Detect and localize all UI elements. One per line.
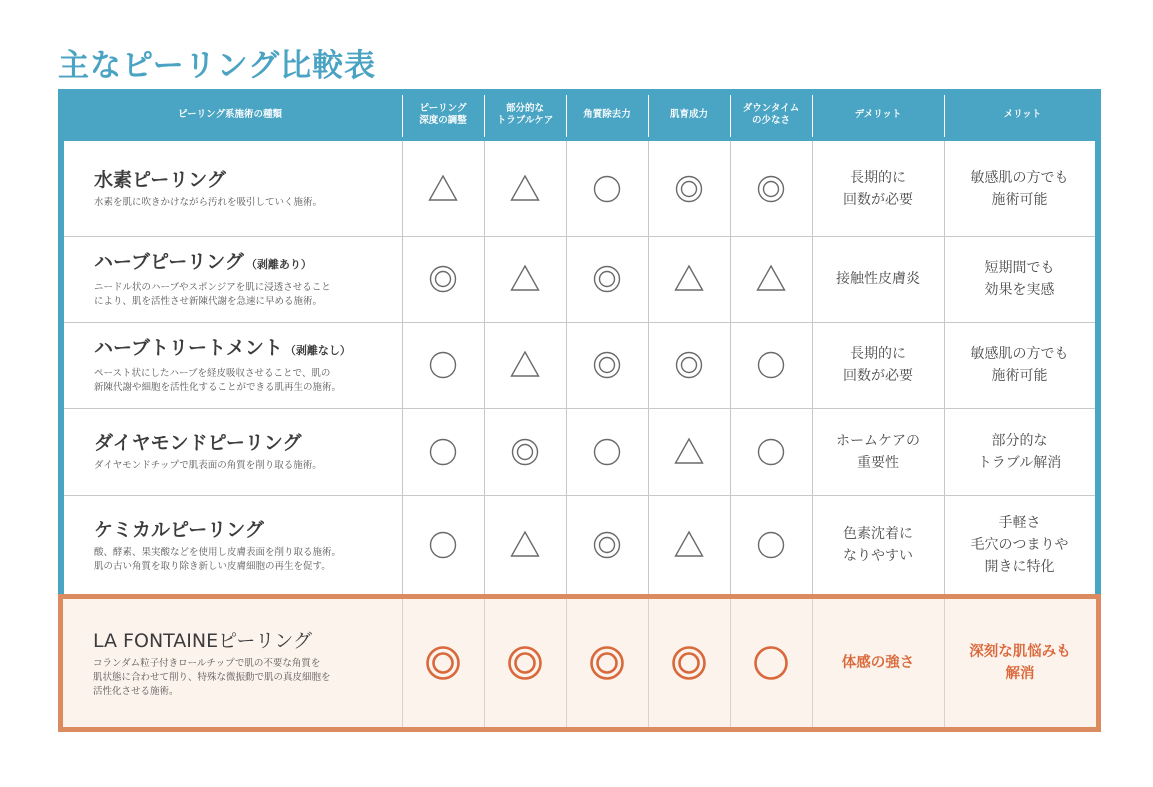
rating-exfoliation-double-circle-icon [566, 322, 648, 408]
method-name-cell [94, 408, 394, 495]
rating-depth-adjust-circle-icon [402, 495, 484, 595]
featured-method-name: LA FONTAINEピーリング [93, 629, 312, 652]
rating-partial-care-triangle-icon [484, 495, 566, 595]
rating-skin-growth-double-circle-icon [648, 141, 730, 236]
header-cell: ピーリング系施術の種類 [178, 109, 282, 120]
header-separator [566, 95, 567, 137]
method-name-text: 水素ピーリング [94, 169, 226, 191]
featured-rating-exfoliation-double-circle-icon [566, 599, 648, 727]
merit-text: 部分的な トラブル解消 [977, 432, 1062, 471]
featured-column-separator [484, 599, 485, 727]
column-separator [812, 141, 813, 595]
method-note: （剥離あり） [245, 258, 312, 271]
method-description: ニードル状のハーブやスポンジアを肌に浸透させること により、肌を活性させ新陳代謝を急速に早める施術。 [94, 282, 331, 307]
featured-rating-depth-adjust-double-circle-icon [402, 599, 484, 727]
method-description: 水素を肌に吹きかけながら汚れを吸引していく施術。 [94, 197, 323, 208]
table-row [64, 236, 1095, 322]
header-cell: ピーリング 深度の調整 [419, 103, 467, 126]
method-name [94, 517, 394, 543]
header-cell: デメリット [854, 109, 902, 120]
featured-rating-skin-growth-double-circle-icon [648, 599, 730, 727]
method-name-text: ダイヤモンドピーリング [94, 432, 302, 454]
merit-text: 手軽さ 毛穴のつまりや 開きに特化 [970, 515, 1069, 575]
rating-exfoliation-double-circle-icon [566, 495, 648, 595]
header-separator [484, 95, 485, 137]
column-separator [730, 141, 731, 595]
header-cell: 角質除去力 [583, 109, 631, 120]
column-separator [484, 141, 485, 595]
rating-low-downtime-triangle-icon [730, 236, 812, 322]
method-description: ペースト状にしたハーブを経皮吸収させることで、肌の 新陳代謝や細胞を活性化することができる肌再生の施術。 [94, 368, 342, 393]
rating-partial-care-double-circle-icon [484, 408, 566, 495]
featured-column-separator [566, 599, 567, 727]
rating-exfoliation-double-circle-icon [566, 236, 648, 322]
header-separator [730, 95, 731, 137]
demerit-text: 長期的に 回数が必要 [843, 346, 913, 384]
rating-skin-growth-triangle-icon [648, 495, 730, 595]
method-name-text: ハーブピーリング [94, 251, 244, 273]
merit-text: 敏感肌の方でも 施術可能 [970, 169, 1069, 208]
header-separator [648, 95, 649, 137]
rating-low-downtime-circle-icon [730, 495, 812, 595]
featured-name-cell [93, 599, 393, 727]
rating-depth-adjust-triangle-icon [402, 141, 484, 236]
featured-demerit-text: 体感の強さ [841, 655, 915, 671]
featured-row-la-fontaine [58, 594, 1101, 732]
demerit-text: 色素沈着に なりやすい [843, 526, 913, 564]
featured-column-separator [648, 599, 649, 727]
table-row [64, 322, 1095, 408]
table-body [64, 141, 1095, 595]
header-cell: 肌育成力 [669, 109, 708, 120]
featured-merit-text: 深刻な肌悩みも 解消 [969, 644, 1071, 682]
method-name-cell [94, 141, 394, 236]
method-description: ダイヤモンドチップで肌表面の角質を削り取る施術。 [94, 460, 322, 471]
method-name-cell [94, 236, 394, 322]
rating-exfoliation-circle-icon [566, 141, 648, 236]
rating-exfoliation-circle-icon [566, 408, 648, 495]
rating-skin-growth-triangle-icon [648, 408, 730, 495]
merit-text: 短期間でも 効果を実感 [984, 260, 1055, 298]
row-separator [64, 236, 1095, 237]
featured-rating-low-downtime-circle-icon [730, 599, 812, 727]
rating-depth-adjust-circle-icon [402, 408, 484, 495]
method-name [94, 167, 394, 193]
method-name-cell [94, 495, 394, 595]
method-name-cell [94, 322, 394, 408]
method-description: 酸、酵素、果実酸などを使用し皮膚表面を削り取る施術。 肌の古い角質を取り除き新しい皮膚細胞の再生を促す。 [94, 546, 342, 572]
rating-low-downtime-circle-icon [730, 408, 812, 495]
header-separator [812, 95, 813, 137]
rating-depth-adjust-circle-icon [402, 322, 484, 408]
column-separator [648, 141, 649, 595]
demerit-text: 接触性皮膚炎 [836, 271, 920, 287]
method-name [94, 335, 394, 364]
row-separator [64, 322, 1095, 323]
rating-depth-adjust-double-circle-icon [402, 236, 484, 322]
demerit-text: ホームケアの 重要性 [836, 432, 920, 471]
rating-partial-care-triangle-icon [484, 236, 566, 322]
featured-column-separator [402, 599, 403, 727]
method-name-text: ケミカルピーリング [94, 518, 264, 541]
header-cell: 部分的な トラブルケア [496, 103, 554, 126]
rating-low-downtime-circle-icon [730, 322, 812, 408]
header-separator [944, 95, 945, 137]
rating-partial-care-triangle-icon [484, 141, 566, 236]
header-separator [402, 95, 403, 137]
row-separator [64, 495, 1095, 496]
column-separator [944, 141, 945, 595]
rating-skin-growth-double-circle-icon [648, 322, 730, 408]
featured-method-description: コランダム粒子付きロールチップで肌の不要な角質を 肌状態に合わせて削り、特殊な微振動で肌の真皮細胞を 活性化させる施術。 [93, 657, 331, 697]
demerit-text: 長期的に 回数が必要 [843, 169, 913, 208]
comparison-table [58, 89, 1101, 732]
table-row [64, 495, 1095, 595]
page-title: 主なピーリング比較表 [58, 48, 377, 84]
featured-column-separator [730, 599, 731, 727]
row-separator [64, 408, 1095, 409]
table-header-row [58, 89, 1101, 141]
method-name [94, 430, 394, 456]
table-row [64, 141, 1095, 236]
method-name [94, 249, 394, 278]
column-separator [566, 141, 567, 595]
header-cell: メリット [1003, 109, 1042, 120]
header-cell: ダウンタイム の少なさ [742, 103, 800, 126]
column-separator [402, 141, 403, 595]
rating-low-downtime-double-circle-icon [730, 141, 812, 236]
method-note: （剥離なし） [284, 344, 351, 357]
merit-text: 敏感肌の方でも 施術可能 [970, 346, 1069, 384]
method-name-text: ハーブトリートメント [94, 337, 283, 359]
featured-rating-partial-care-double-circle-icon [484, 599, 566, 727]
rating-partial-care-triangle-icon [484, 322, 566, 408]
rating-skin-growth-triangle-icon [648, 236, 730, 322]
table-row [64, 408, 1095, 495]
